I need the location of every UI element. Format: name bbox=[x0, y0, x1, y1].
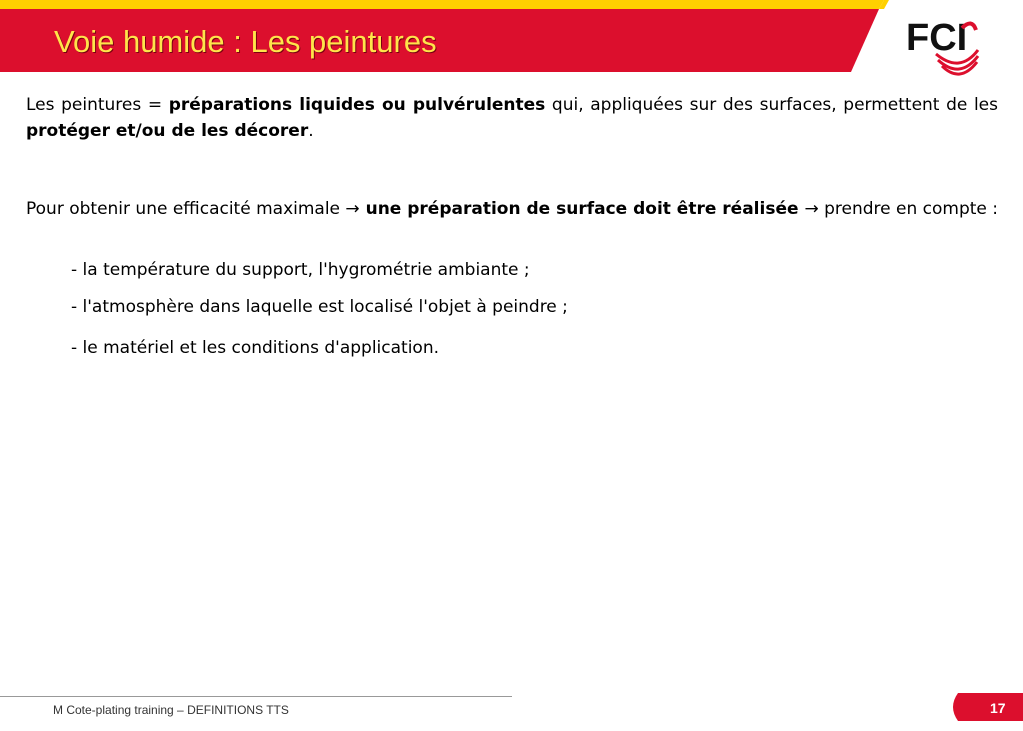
list-item: - l'atmosphère dans laquelle est localisé l'objet à peindre ; bbox=[71, 297, 568, 317]
intro-text-3: . bbox=[308, 121, 314, 141]
logo-text: FCI bbox=[906, 17, 968, 59]
page-number-tab bbox=[948, 693, 1023, 721]
page-number: 17 bbox=[990, 700, 1006, 716]
yellow-stripe bbox=[0, 0, 884, 9]
intro-bold-2: protéger et/ou de les décorer bbox=[26, 121, 309, 141]
footer-divider bbox=[0, 696, 512, 697]
efficiency-text-2: prendre en compte : bbox=[818, 199, 998, 219]
efficiency-paragraph bbox=[26, 196, 998, 222]
arrow-icon: → bbox=[345, 199, 360, 219]
list-item: - la température du support, l'hygrométrie ambiante ; bbox=[71, 260, 530, 280]
intro-bold-1: préparations liquides ou pulvérulentes bbox=[168, 95, 546, 115]
intro-paragraph bbox=[26, 92, 998, 144]
arrow-icon: → bbox=[804, 199, 819, 219]
list-item: - le matériel et les conditions d'application. bbox=[71, 338, 439, 358]
efficiency-bold: une préparation de surface doit être réalisée bbox=[359, 199, 805, 219]
page-title: Voie humide : Les peintures bbox=[54, 24, 437, 59]
header-band bbox=[0, 0, 1023, 72]
fci-logo bbox=[902, 14, 982, 80]
efficiency-text-1: Pour obtenir une efficacité maximale bbox=[26, 199, 346, 219]
intro-text-2: qui, appliquées sur des surfaces, permettent de les bbox=[545, 95, 998, 115]
intro-text-1: Les peintures = bbox=[26, 95, 169, 115]
footer-text: M Cote-plating training – DEFINITIONS TTS bbox=[53, 703, 289, 717]
